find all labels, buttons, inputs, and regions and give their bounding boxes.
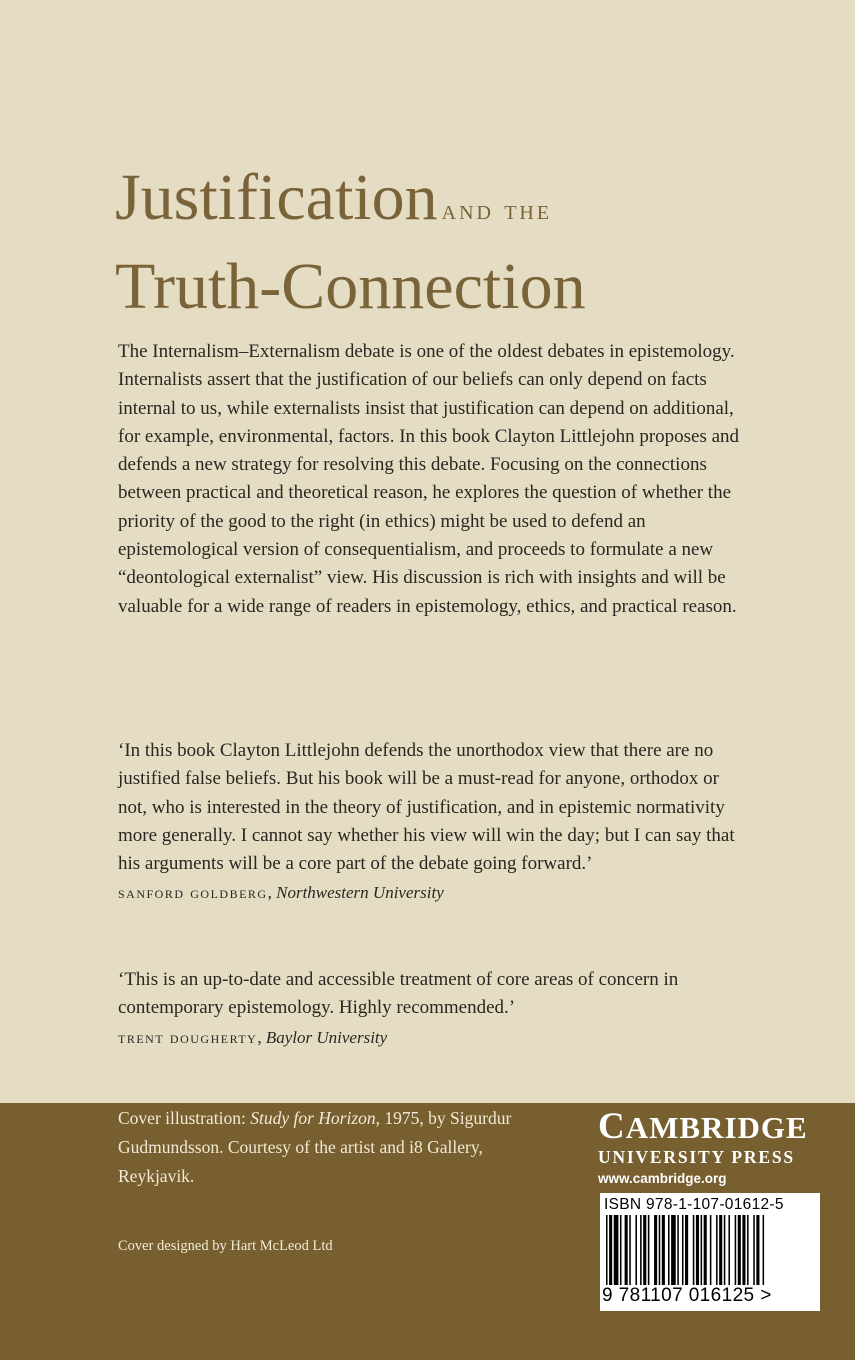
book-description: The Internalism–Externalism debate is one of the oldest debates in epistemology. Internalists assert that the justification of our beliefs can only depend on facts internal to us, while externalists insist that justification can depend on additional, for example, environmental, factors. In this book Clayton Littlejohn proposes and defends a new strategy for resolving this debate. Focusing on the connections between practical and theoretical reason, he explores the question of whether the priority of the good to the right (in ethics) might be used to defend an epistemological version of consequentialism, and proceeds to formulate a new “deontological externalist” view. His discussion is rich with insights and will be valuable for a wide range of readers in epistemology, ethics, and practical reason. bbox=[118, 341, 740, 617]
barcode-bar bbox=[685, 1215, 688, 1285]
quote-text: ‘This is an up-to-date and accessible treatment of core areas of concern in contemporary epistemology. Highly recommended.’ bbox=[118, 969, 679, 1019]
barcode-bar bbox=[710, 1215, 712, 1285]
cover-designer: Cover designed by Hart McLeod Ltd bbox=[118, 1238, 333, 1254]
barcode-bar bbox=[735, 1215, 737, 1285]
barcode-bar bbox=[756, 1215, 759, 1285]
barcode-bar bbox=[654, 1215, 657, 1285]
quote-attribution: sanford goldberg, Northwestern University bbox=[118, 883, 444, 903]
barcode-bar bbox=[609, 1215, 612, 1285]
barcode-bar bbox=[625, 1215, 628, 1285]
cover-credit bbox=[118, 1104, 518, 1191]
publisher-subtitle: UNIVERSITY PRESS bbox=[598, 1147, 795, 1167]
barcode-bar bbox=[763, 1215, 765, 1285]
barcode-bar bbox=[671, 1215, 676, 1285]
barcode-bar bbox=[742, 1215, 745, 1285]
barcode-bar bbox=[614, 1215, 619, 1285]
barcode-bar bbox=[747, 1215, 749, 1285]
barcode-bar bbox=[716, 1215, 718, 1285]
barcode-bar bbox=[606, 1215, 608, 1285]
barcode-bar bbox=[643, 1215, 646, 1285]
barcode-bar bbox=[659, 1215, 661, 1285]
quote-institution: Northwestern University bbox=[276, 883, 444, 903]
isbn-label: ISBN 978-1-107-01612-5 bbox=[604, 1196, 784, 1213]
barcode-bar bbox=[635, 1215, 637, 1285]
quote-author: trent dougherty bbox=[118, 1027, 258, 1047]
title-main: Justification bbox=[115, 161, 438, 234]
quote-author: sanford goldberg bbox=[118, 883, 268, 903]
title-connector: and the bbox=[441, 194, 553, 226]
endorsement-quote bbox=[118, 737, 743, 906]
endorsement-quote bbox=[118, 966, 743, 1051]
barcode-bar bbox=[728, 1215, 730, 1285]
title-line2: Truth-Connection bbox=[115, 250, 586, 323]
publisher-name: AMBRIDGE bbox=[625, 1110, 808, 1145]
barcode-bars bbox=[606, 1215, 814, 1287]
quote-institution: Baylor University bbox=[265, 1027, 388, 1047]
credit-prefix: Cover illustration: bbox=[118, 1108, 251, 1128]
publisher-logo bbox=[598, 1106, 823, 1186]
barcode-bar bbox=[629, 1215, 631, 1285]
quote-text: ‘In this book Clayton Littlejohn defends the unorthodox view that there are no justified false beliefs. But his book will be a must-read for anyone, orthodox or not, who is interested in the theory of justification, and in epistemic normativity more generally. I cannot say whether his view will win the day; but I can say that his arguments will be a core part of the debate going forward.’ bbox=[118, 740, 735, 875]
barcode-bar bbox=[753, 1215, 755, 1285]
barcode-bar bbox=[682, 1215, 684, 1285]
barcode-bar bbox=[662, 1215, 665, 1285]
barcode-bar bbox=[719, 1215, 722, 1285]
barcode-bar bbox=[738, 1215, 741, 1285]
barcode-digits: 9 781107 016125 > bbox=[602, 1285, 772, 1306]
publisher-initial: C bbox=[598, 1106, 626, 1147]
barcode-bar bbox=[701, 1215, 703, 1285]
barcode-bar bbox=[696, 1215, 699, 1285]
isbn-barcode bbox=[600, 1193, 820, 1311]
publisher-url: www.cambridge.org bbox=[598, 1171, 727, 1186]
book-title bbox=[115, 162, 815, 323]
quote-attribution: trent dougherty, Baylor University bbox=[118, 1027, 388, 1047]
barcode-bar bbox=[668, 1215, 670, 1285]
barcode-bar bbox=[704, 1215, 707, 1285]
credit-suffix: , 1975, by Sigurdur Gudmundsson. Courtesy of the artist and i8 Gallery, Reykjavik. bbox=[118, 1108, 512, 1186]
barcode-bar bbox=[648, 1215, 650, 1285]
barcode-bar bbox=[620, 1215, 622, 1285]
barcode-bar bbox=[724, 1215, 726, 1285]
credit-work-title: Study for Horizon bbox=[250, 1108, 376, 1128]
barcode-bar bbox=[677, 1215, 679, 1285]
barcode-bar bbox=[640, 1215, 642, 1285]
barcode-bar bbox=[693, 1215, 695, 1285]
